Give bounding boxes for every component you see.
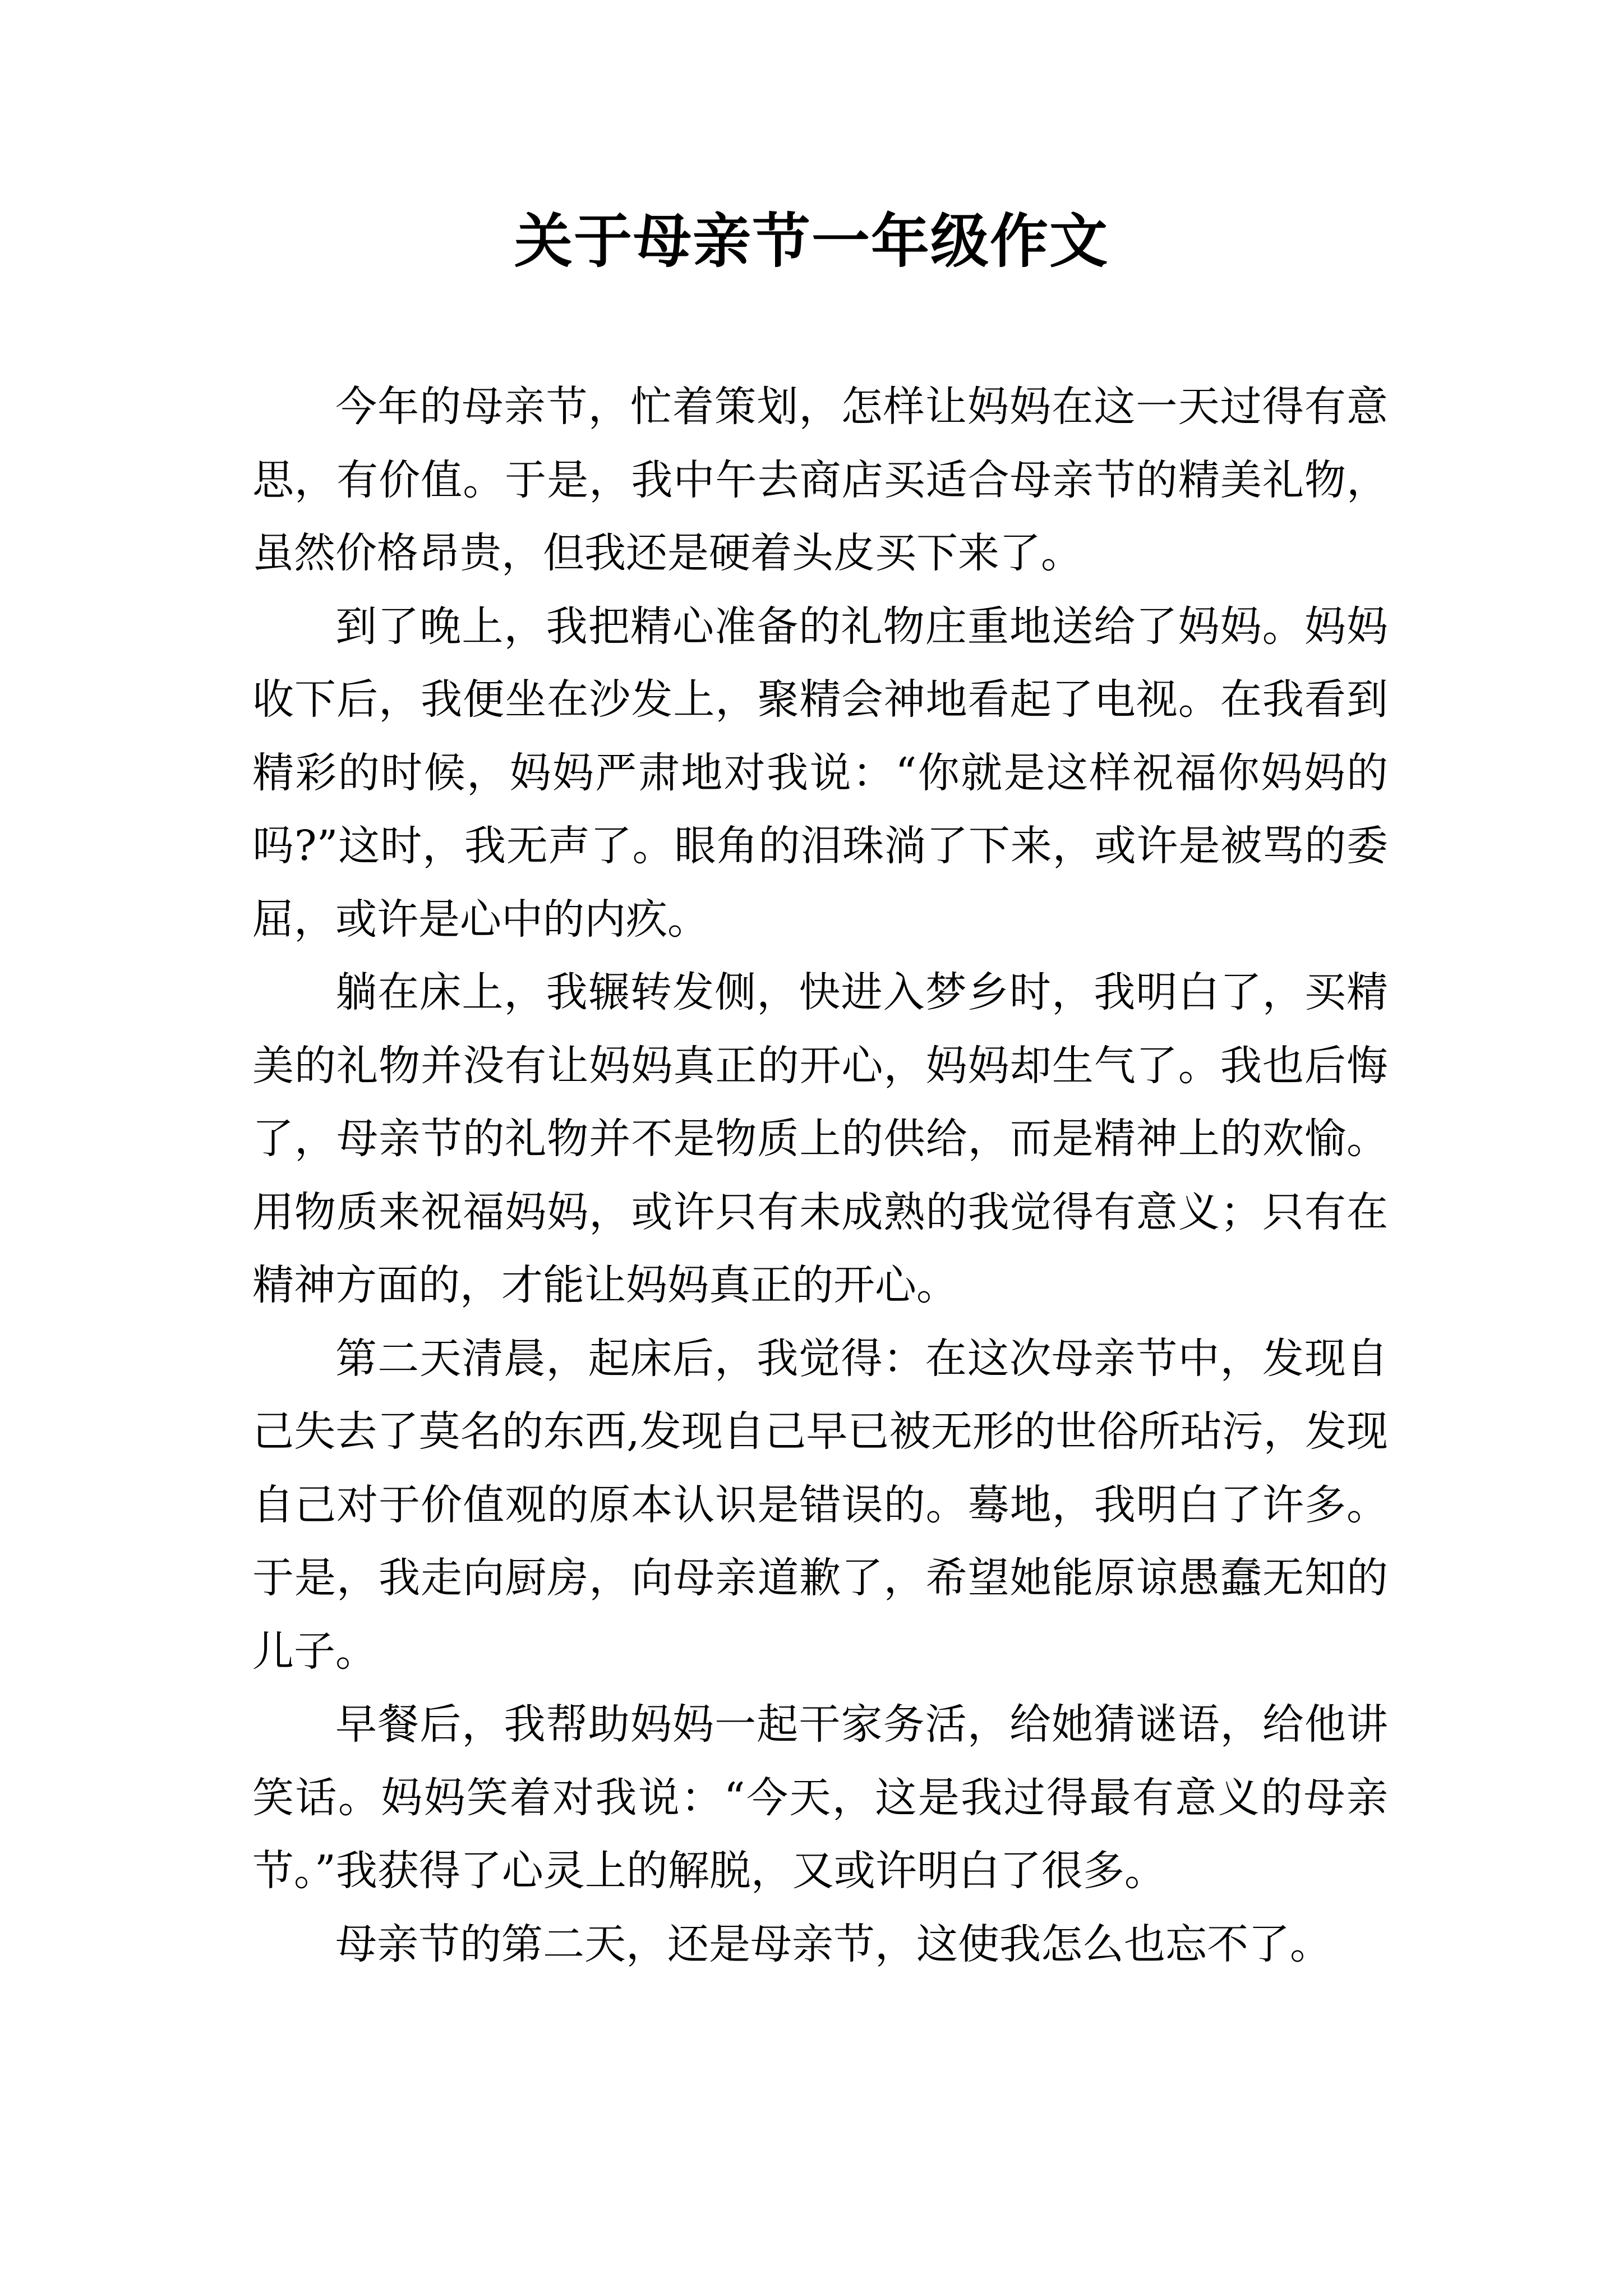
paragraph-2: 到了晚上，我把精心准备的礼物庄重地送给了妈妈。妈妈收下后，我便坐在沙发上，聚精会神地看起了电视。在我看到精彩的时候，妈妈严肃地对我说：“你就是这样祝福你妈妈的吗?”这时，我无声了。眼角的泪珠淌了下来，或许是被骂的委屈，或许是心中的内疚。: [252, 602, 1388, 944]
paragraph-3: 躺在床上，我辗转发侧，快进入梦乡时，我明白了，买精美的礼物并没有让妈妈真正的开心，妈妈却生气了。我也后悔了，母亲节的礼物并不是物质上的供给，而是精神上的欢愉。用物质来祝福妈妈，或许只有未成熟的我觉得有意义；只有在精神方面的，才能让妈妈真正的开心。: [252, 968, 1388, 1309]
paragraph-6: 母亲节的第二天，还是母亲节，这使我怎么也忘不了。: [335, 1920, 1331, 1968]
paragraph-5: 早餐后，我帮助妈妈一起干家务活，给她猜谜语，给他讲笑话。妈妈笑着对我说：“今天，这是我过得最有意义的母亲节。”我获得了心灵上的解脱，又或许明白了很多。: [252, 1700, 1388, 1895]
document-body: [252, 370, 1388, 1981]
paragraph-1: 今年的母亲节，忙着策划，怎样让妈妈在这一天过得有意思，有价值。于是，我中午去商店买适合母亲节的精美礼物，虽然价格昂贵，但我还是硬着头皮买下来了。: [252, 383, 1388, 577]
document-title: 关于母亲节一年级作文: [514, 206, 1109, 275]
paragraph-4: 第二天清晨，起床后，我觉得：在这次母亲节中，发现自己失去了莫名的东西,发现自己早已被无形的世俗所玷污，发现自己对于价值观的原本认识是错误的。蓦地，我明白了许多。于是，我走向厨房，向母亲道歉了，希望她能原谅愚蠢无知的儿子。: [252, 1334, 1388, 1676]
